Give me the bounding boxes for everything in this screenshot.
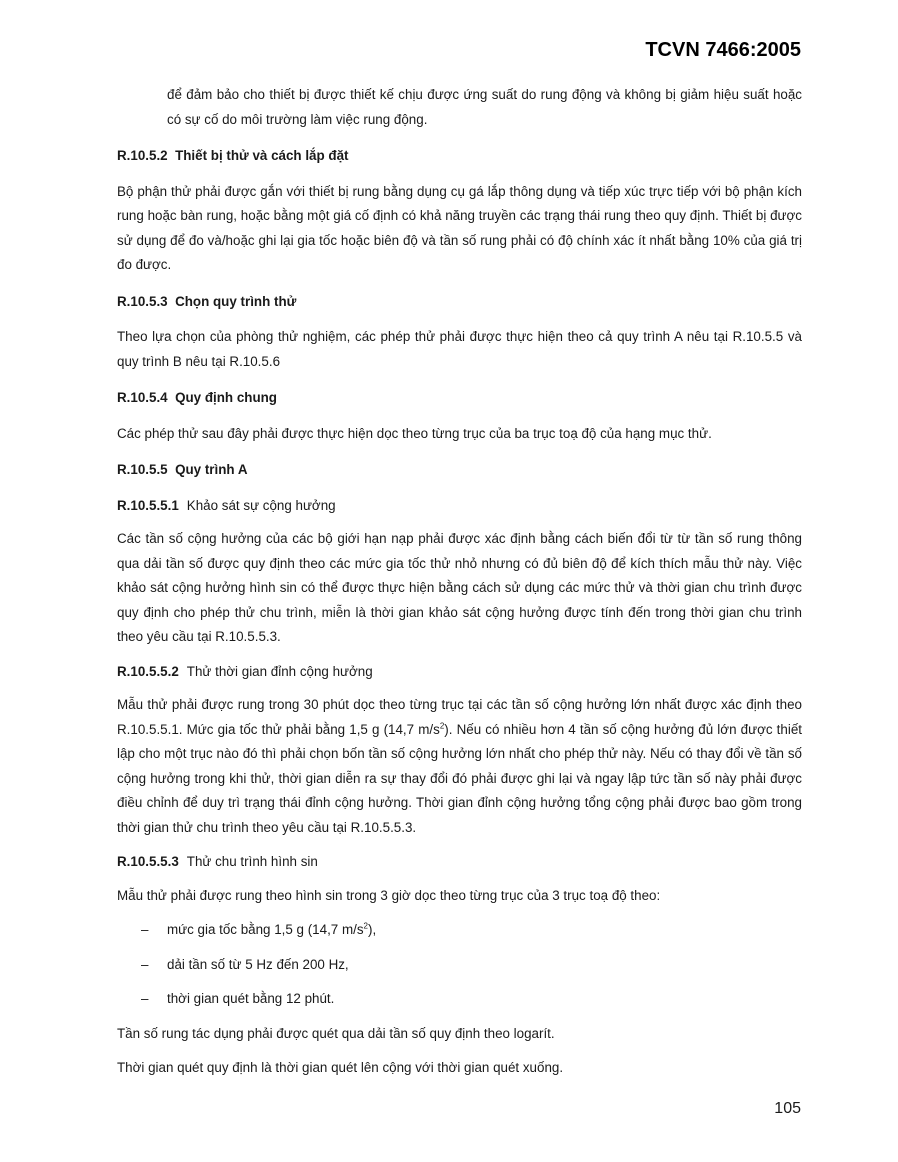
paragraph: để đảm bảo cho thiết bị được thiết kế chịu được ứng suất do rung động và không bị giảm hiệu suất hoặc có sự cố do môi trường làm việc rung động. [167,87,802,127]
subsection-number: R.10.5.5.3 [117,854,179,869]
standard-code: TCVN 7466:2005 [645,39,801,61]
section-heading [117,290,802,315]
list-item-text: mức gia tốc bằng 1,5 g (14,7 m/s [167,922,364,937]
section-heading [117,458,802,483]
section-title: Quy trình A [175,462,248,477]
dash-marker: – [141,922,149,937]
paragraph: Các phép thử sau đây phải được thực hiện dọc theo từng trục của ba trục toạ độ của hạng mục thử. [117,425,712,441]
subsection-number: R.10.5.5.2 [117,663,179,679]
paragraph: Bộ phận thử phải được gắn với thiết bị rung bằng dụng cụ gá lắp thông dụng và tiếp xúc trực tiếp với bộ phận kích rung hoặc bàn rung, hoặc bằng một giá cố định có khả năng truyền các trạng thái rung theo quy định. Thiết bị được sử dụng để đo và/hoặc ghi lại gia tốc hoặc biên độ và tần số rung phải có độ chính xác ít nhất bằng 10% của giá trị đo được. [117,183,802,272]
section-heading [117,386,802,411]
section-title: Quy định chung [175,390,277,405]
page-number: 105 [774,1100,801,1117]
list-item-text: ), [367,922,377,937]
section-number: R.10.5.5 [117,462,168,477]
subsection-heading [117,850,802,875]
paragraph-text: ). Nếu có nhiều hơn 4 tần số cộng hưởng đủ lớn được thiết lập cho một trục nào đó thì phải chọn bốn tần số cộng hưởng lớn nhất cho phép thử này. Nếu có thay đổi về tần số cộng hưởng trong khi thử, thời gian diễn ra sự thay đổi đó phải được ghi lại và ngay lập tức tần số này phải được điều chỉnh để duy trì trạng thái đỉnh cộng hưởng. Thời gian đỉnh cộng hưởng tổng cộng phải được bao gồm trong thời gian thử chu trình theo yêu cầu tại R.10.5.5.3. [117,721,802,835]
subsection-heading [117,494,802,519]
paragraph: Tần số rung tác dụng phải được quét qua dải tần số quy định theo logarít. [117,1025,555,1041]
document-body [117,83,802,1091]
subsection-number: R.10.5.5.1 [117,497,179,513]
section-title: Chọn quy trình thử [175,293,297,309]
dash-marker: – [141,991,149,1006]
section-number: R.10.5.3 [117,293,168,309]
subsection-title: Khảo sát sự cộng hưởng [186,497,336,513]
paragraph [117,693,802,840]
subsection-title: Thử thời gian đỉnh cộng hưởng [186,663,373,679]
list-item-text: dải tần số từ 5 Hz đến 200 Hz, [167,956,349,972]
list-item-text: thời gian quét bằng 12 phút. [167,991,335,1006]
paragraph: Các tần số cộng hưởng của các bộ giới hạn nạp phải được xác định bằng cách biến đổi từ từ tần số rung thông qua dải tần số được quy định theo các mức gia tốc thử nhỏ nhưng có đủ biên độ để kích thích mẫu thử này. Việc khảo sát cộng hưởng hình sin có thể được thực hiện bằng cách sử dụng các mức thử và thời gian chu trình được quy định cho phép thử chu trình, miễn là thời gian khảo sát cộng hưởng được tính đến trong thời gian chu trình theo yêu cầu tại R.10.5.5.3. [117,531,802,644]
section-number: R.10.5.4 [117,390,168,405]
paragraph-text: Mẫu thử phải được rung trong 30 phút dọc theo từng trục tại các tần số cộng hưởng lớn nhất được xác định theo R.10.5.5.1. Mức gia tốc thử phải bằng 1,5 g (14,7 m/s [117,697,802,737]
paragraph: Mẫu thử phải được rung theo hình sin trong 3 giờ dọc theo từng trục của 3 trục toạ độ theo: [117,887,661,903]
subsection-title: Thử chu trình hình sin [186,854,318,869]
paragraph: Theo lựa chọn của phòng thử nghiệm, các phép thử phải được thực hiện theo cả quy trình A nêu tại R.10.5.5 và quy trình B nêu tại R.10.5.6 [117,329,802,369]
dash-marker: – [141,956,149,972]
superscript: 2 [363,921,368,931]
condition-list [117,918,802,1012]
section-number: R.10.5.2 [117,148,168,163]
subsection-heading [117,660,802,685]
paragraph: Thời gian quét quy định là thời gian quét lên cộng với thời gian quét xuống. [117,1060,564,1075]
section-title: Thiết bị thử và cách lắp đặt [175,148,349,163]
superscript: 2 [439,721,445,731]
list-item [117,987,802,1012]
section-heading [117,144,802,169]
list-item [117,918,802,943]
list-item [117,953,802,978]
